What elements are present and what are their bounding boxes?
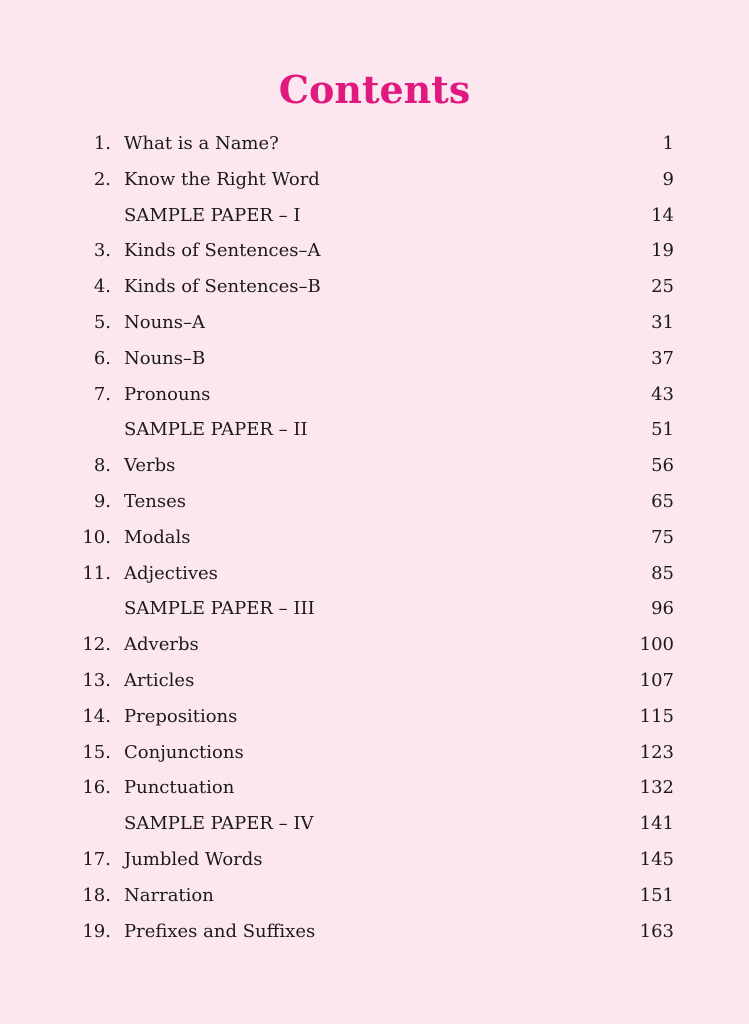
chapter-title: SAMPLE PAPER – III [124, 598, 315, 620]
chapter-number: 3. [93, 240, 111, 262]
page-number: 163 [639, 920, 674, 942]
chapter-title: Adverbs [124, 634, 199, 656]
toc-entry [0, 627, 749, 663]
page-number: 85 [651, 562, 674, 584]
chapter-title: Verbs [124, 455, 176, 477]
toc-entry [0, 126, 749, 162]
chapter-number: 18. [82, 884, 111, 906]
toc-entry [0, 341, 749, 377]
chapter-title: Tenses [124, 490, 186, 512]
toc-entry [0, 556, 749, 592]
chapter-title: Kinds of Sentences–B [124, 276, 321, 298]
chapter-number: 9. [93, 490, 111, 512]
chapter-title: SAMPLE PAPER – IV [124, 813, 314, 835]
chapter-number: 12. [82, 634, 111, 656]
chapter-title: Adjectives [124, 562, 218, 584]
toc-entry [0, 162, 749, 198]
chapter-number: 2. [93, 168, 111, 190]
chapter-title: Jumbled Words [124, 848, 263, 870]
toc-entry [0, 305, 749, 341]
chapter-title: Know the Right Word [124, 168, 320, 190]
page-number: 9 [662, 168, 674, 190]
page-number: 19 [651, 240, 674, 262]
page-number: 51 [651, 419, 674, 441]
page-number: 37 [651, 347, 674, 369]
page-number: 123 [639, 741, 674, 763]
chapter-number: 14. [82, 705, 111, 727]
toc-entry [0, 233, 749, 269]
page-number: 145 [639, 848, 674, 870]
table-of-contents [0, 126, 749, 949]
chapter-number: 6. [93, 347, 111, 369]
chapter-number: 19. [82, 920, 111, 942]
page-title: Contents [278, 67, 471, 112]
toc-entry [0, 484, 749, 520]
toc-entry [0, 412, 749, 448]
toc-entry [0, 806, 749, 842]
page-number: 56 [651, 455, 674, 477]
page-number: 65 [651, 490, 674, 512]
page-number: 100 [639, 634, 674, 656]
chapter-number: 16. [82, 777, 111, 799]
page-number: 132 [639, 777, 674, 799]
chapter-number: 15. [82, 741, 111, 763]
chapter-title: Narration [124, 884, 214, 906]
chapter-number: 13. [82, 669, 111, 691]
chapter-number: 11. [82, 562, 111, 584]
toc-entry [0, 914, 749, 950]
chapter-title: Punctuation [124, 777, 235, 799]
toc-entry [0, 842, 749, 878]
chapter-title: Kinds of Sentences–A [124, 240, 321, 262]
chapter-title: Nouns–B [124, 347, 206, 369]
toc-entry [0, 591, 749, 627]
chapter-number: 7. [93, 383, 111, 405]
toc-entry [0, 699, 749, 735]
toc-entry [0, 269, 749, 305]
toc-entry [0, 663, 749, 699]
page-number: 1 [662, 133, 674, 154]
chapter-number: 17. [82, 848, 111, 870]
chapter-title: Articles [124, 669, 195, 691]
toc-entry [0, 878, 749, 914]
toc-entry [0, 198, 749, 234]
toc-entry [0, 377, 749, 413]
page-number: 43 [651, 383, 674, 405]
page-number: 107 [639, 669, 674, 691]
chapter-title: Conjunctions [124, 741, 244, 763]
chapter-title: Pronouns [124, 383, 211, 405]
toc-entry [0, 520, 749, 556]
chapter-title: SAMPLE PAPER – II [124, 419, 308, 441]
page-number: 96 [651, 598, 674, 620]
page-number: 25 [651, 276, 674, 298]
page-number: 75 [651, 526, 674, 548]
chapter-title: Nouns–A [124, 311, 206, 333]
chapter-title: Modals [124, 526, 191, 548]
chapter-number: 10. [82, 526, 111, 548]
toc-entry [0, 770, 749, 806]
page-number: 115 [639, 705, 674, 727]
chapter-number: 1. [93, 133, 111, 154]
page-number: 31 [651, 311, 674, 333]
chapter-title: Prefixes and Suffixes [124, 920, 316, 942]
chapter-title: What is a Name? [124, 133, 279, 154]
toc-entry [0, 735, 749, 771]
chapter-title: Prepositions [124, 705, 238, 727]
chapter-number: 8. [93, 455, 111, 477]
chapter-number: 4. [93, 276, 111, 298]
page-number: 141 [639, 813, 674, 835]
chapter-title: SAMPLE PAPER – I [124, 204, 301, 226]
page-number: 14 [651, 204, 674, 226]
chapter-number: 5. [93, 311, 111, 333]
page-number: 151 [639, 884, 674, 906]
toc-entry [0, 448, 749, 484]
